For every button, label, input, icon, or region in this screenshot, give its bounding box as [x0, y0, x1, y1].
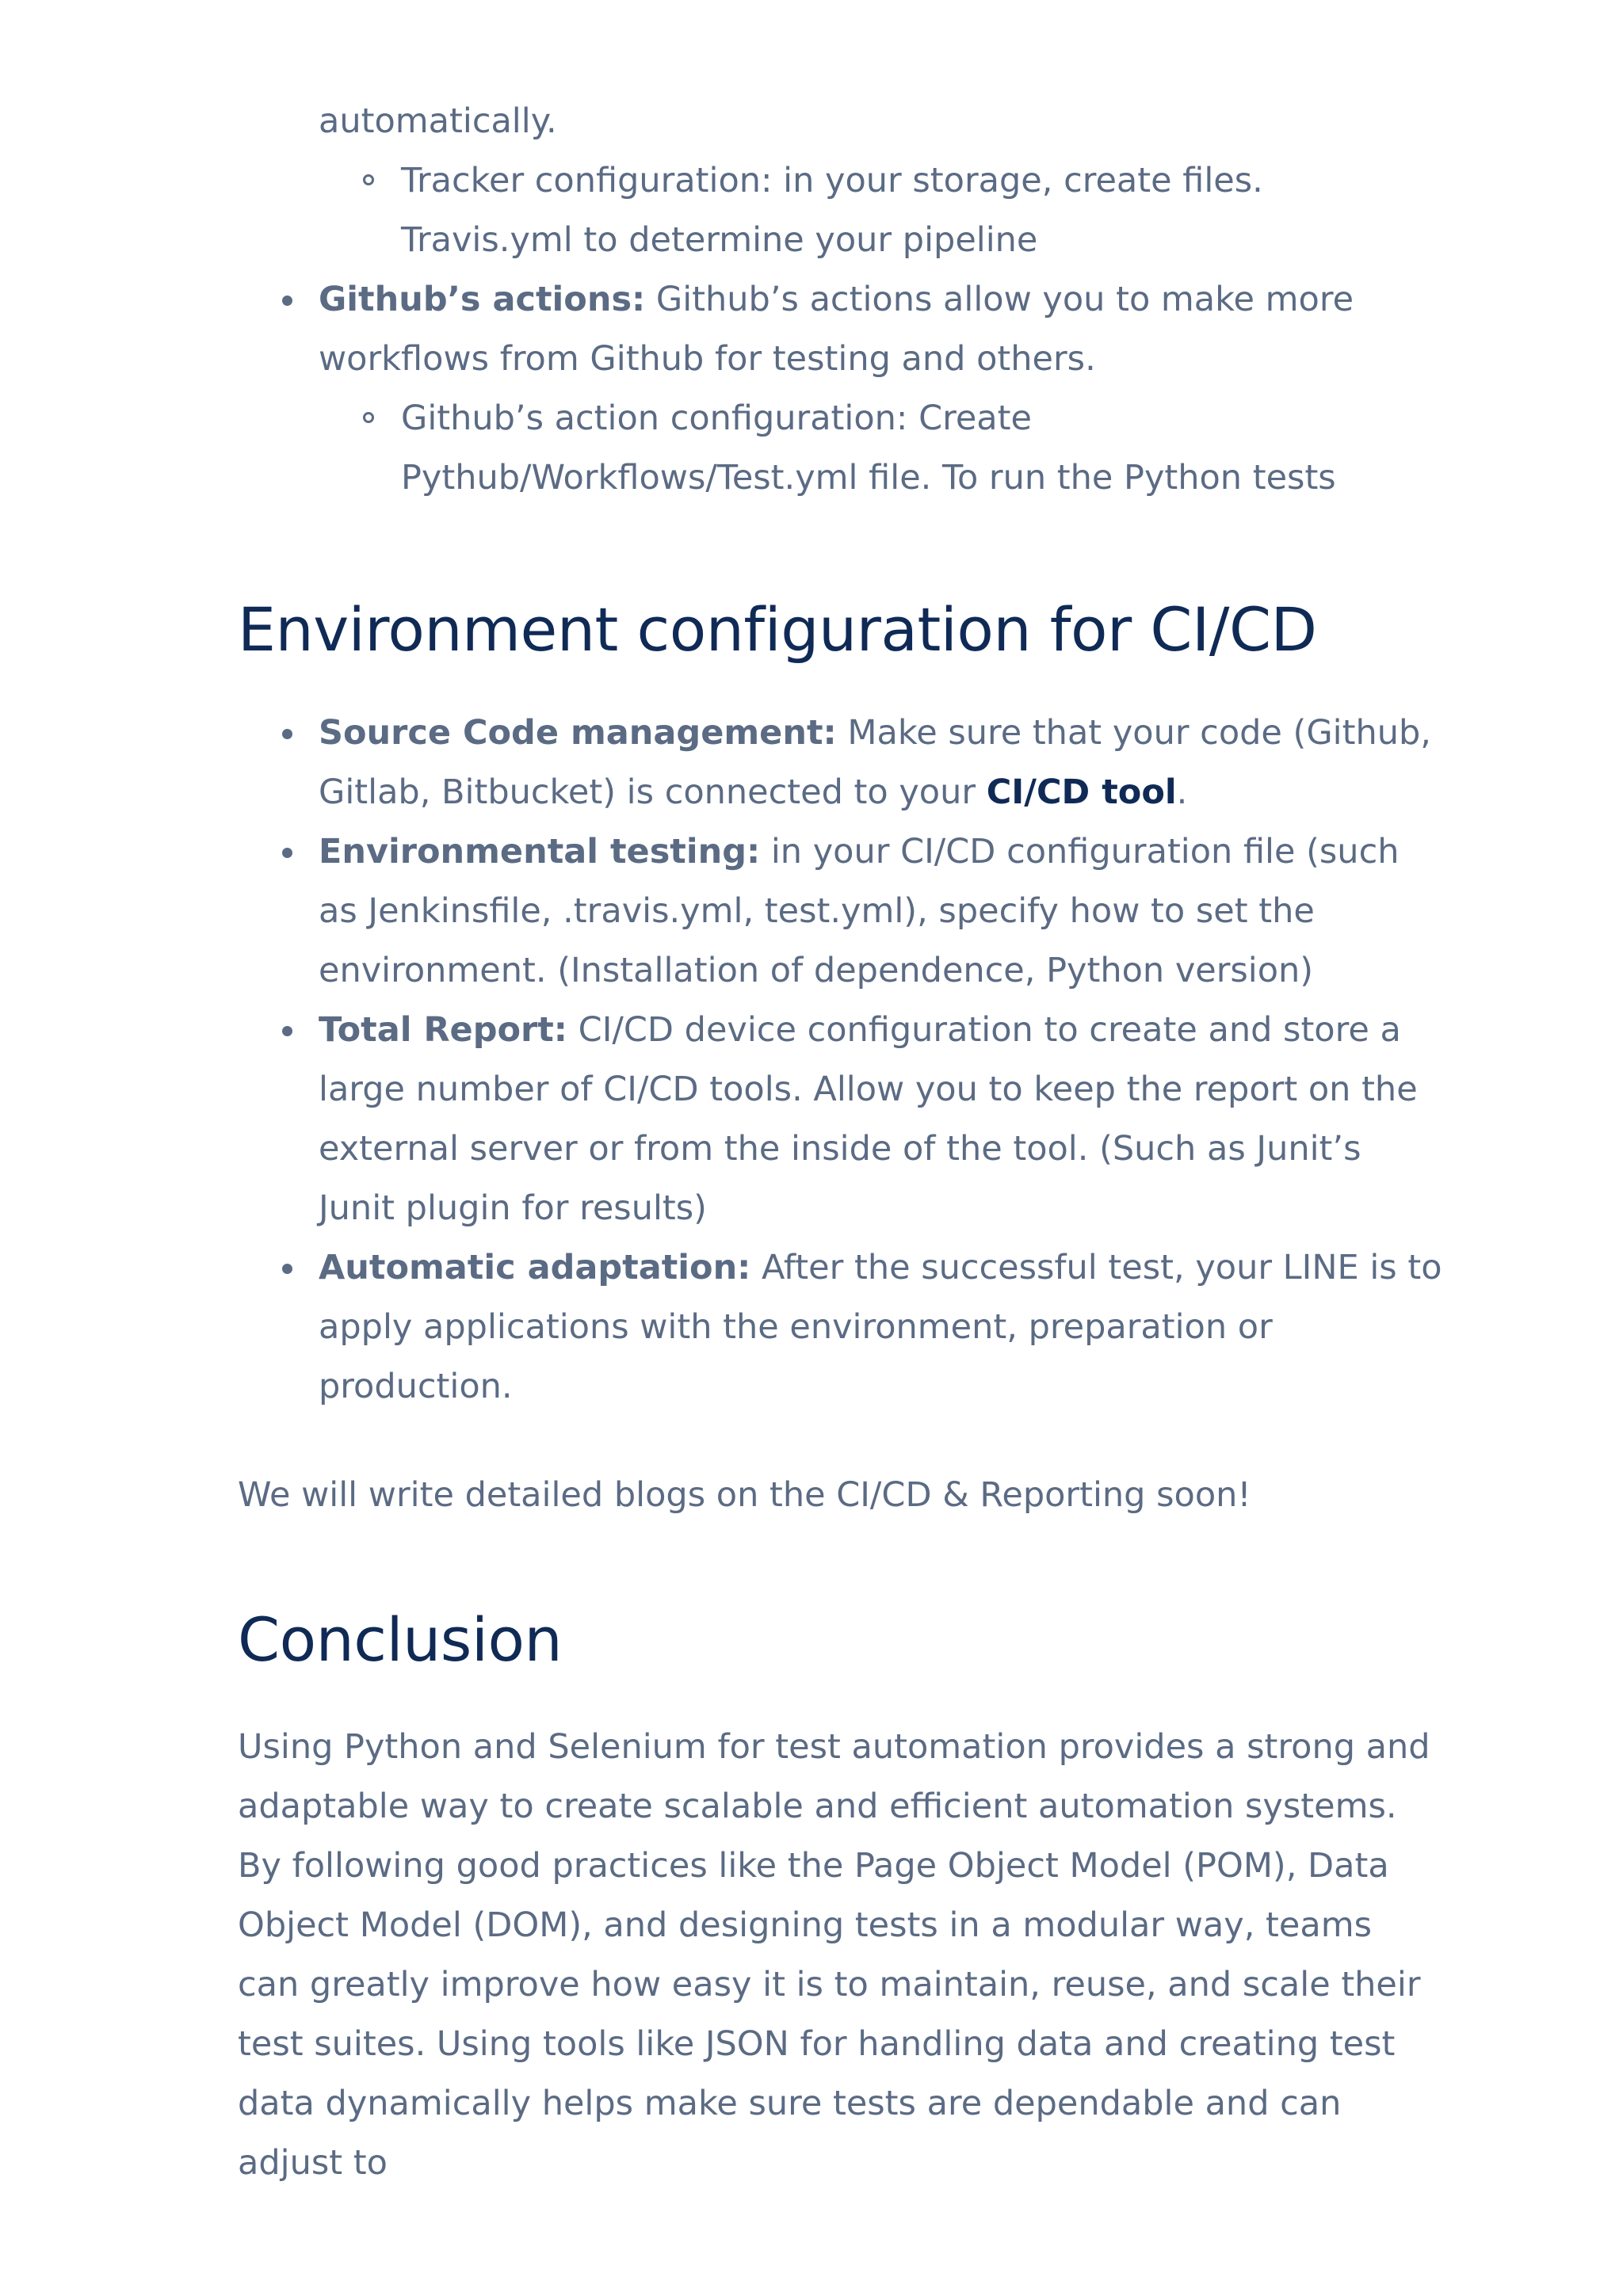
env-config-list — [238, 704, 1442, 1417]
env-item-tail: . — [1176, 772, 1188, 812]
tracker-sublist — [238, 151, 1442, 270]
env-item-text: CI/CD device configuration to create and store a large number of CI/CD tools. Allow you to keep the report on the external server or from the inside of the tool. (Such as Junit’s Junit plugin for results) — [319, 1010, 1418, 1228]
github-actions-text: Github’s actions allow you to make more workflows from Github for testing and others. — [319, 280, 1354, 379]
conclusion-paragraph: Using Python and Selenium for test automation provides a strong and adaptable way to create scalable and efficient automation systems. By following good practices like the Page Object Model (POM), Data Object Model (DOM), and designing tests in a modular way, teams can greatly improve how easy it is to maintain, reuse, and scale their test suites. Using tools like JSON for handling data and creating test data dynamically helps make sure tests are dependable and can adjust to — [238, 1727, 1430, 2183]
env-item-label: Source Code management: — [319, 713, 837, 753]
github-actions-label: Github’s actions: — [319, 280, 646, 319]
env-item-text: Make sure that your code (Github, Gitlab, Bitbucket) is connected to your — [319, 713, 1431, 812]
github-sublist — [238, 389, 1442, 508]
tracker-config-item: Tracker configuration: in your storage, create files. Travis.yml to determine your pipeline — [319, 151, 1442, 270]
github-actions-item — [238, 270, 1442, 508]
env-item-source-code — [238, 704, 1442, 822]
cicd-tool-emphasis: CI/CD tool — [986, 772, 1177, 812]
env-item-text: in your CI/CD configuration file (such as Jenkinsfile, .travis.yml, test.yml), specify how to set the environment. (Installation of dependence, Python version) — [319, 832, 1400, 990]
github-action-config-item: Github’s action configuration: Create Pythub/Workflows/Test.yml file. To run the Python tests — [319, 389, 1442, 508]
env-item-text: After the successful test, your LINE is to apply applications with the environment, preparation or production. — [319, 1248, 1442, 1406]
github-list — [238, 270, 1442, 508]
env-item-label: Total Report: — [319, 1010, 567, 1050]
env-config-heading: Environment configuration for CI/CD — [238, 594, 1317, 665]
env-item-label: Automatic adaptation: — [319, 1248, 751, 1287]
env-item-total-report — [238, 1001, 1442, 1238]
env-item-automatic-adaptation — [238, 1238, 1442, 1417]
continuation-text: automatically. — [319, 101, 557, 141]
env-item-environmental-testing — [238, 822, 1442, 1001]
conclusion-heading: Conclusion — [238, 1604, 563, 1675]
blog-note: We will write detailed blogs on the CI/CD & Reporting soon! — [238, 1475, 1251, 1515]
env-item-label: Environmental testing: — [319, 832, 761, 871]
previous-list-continuation — [238, 92, 1442, 508]
